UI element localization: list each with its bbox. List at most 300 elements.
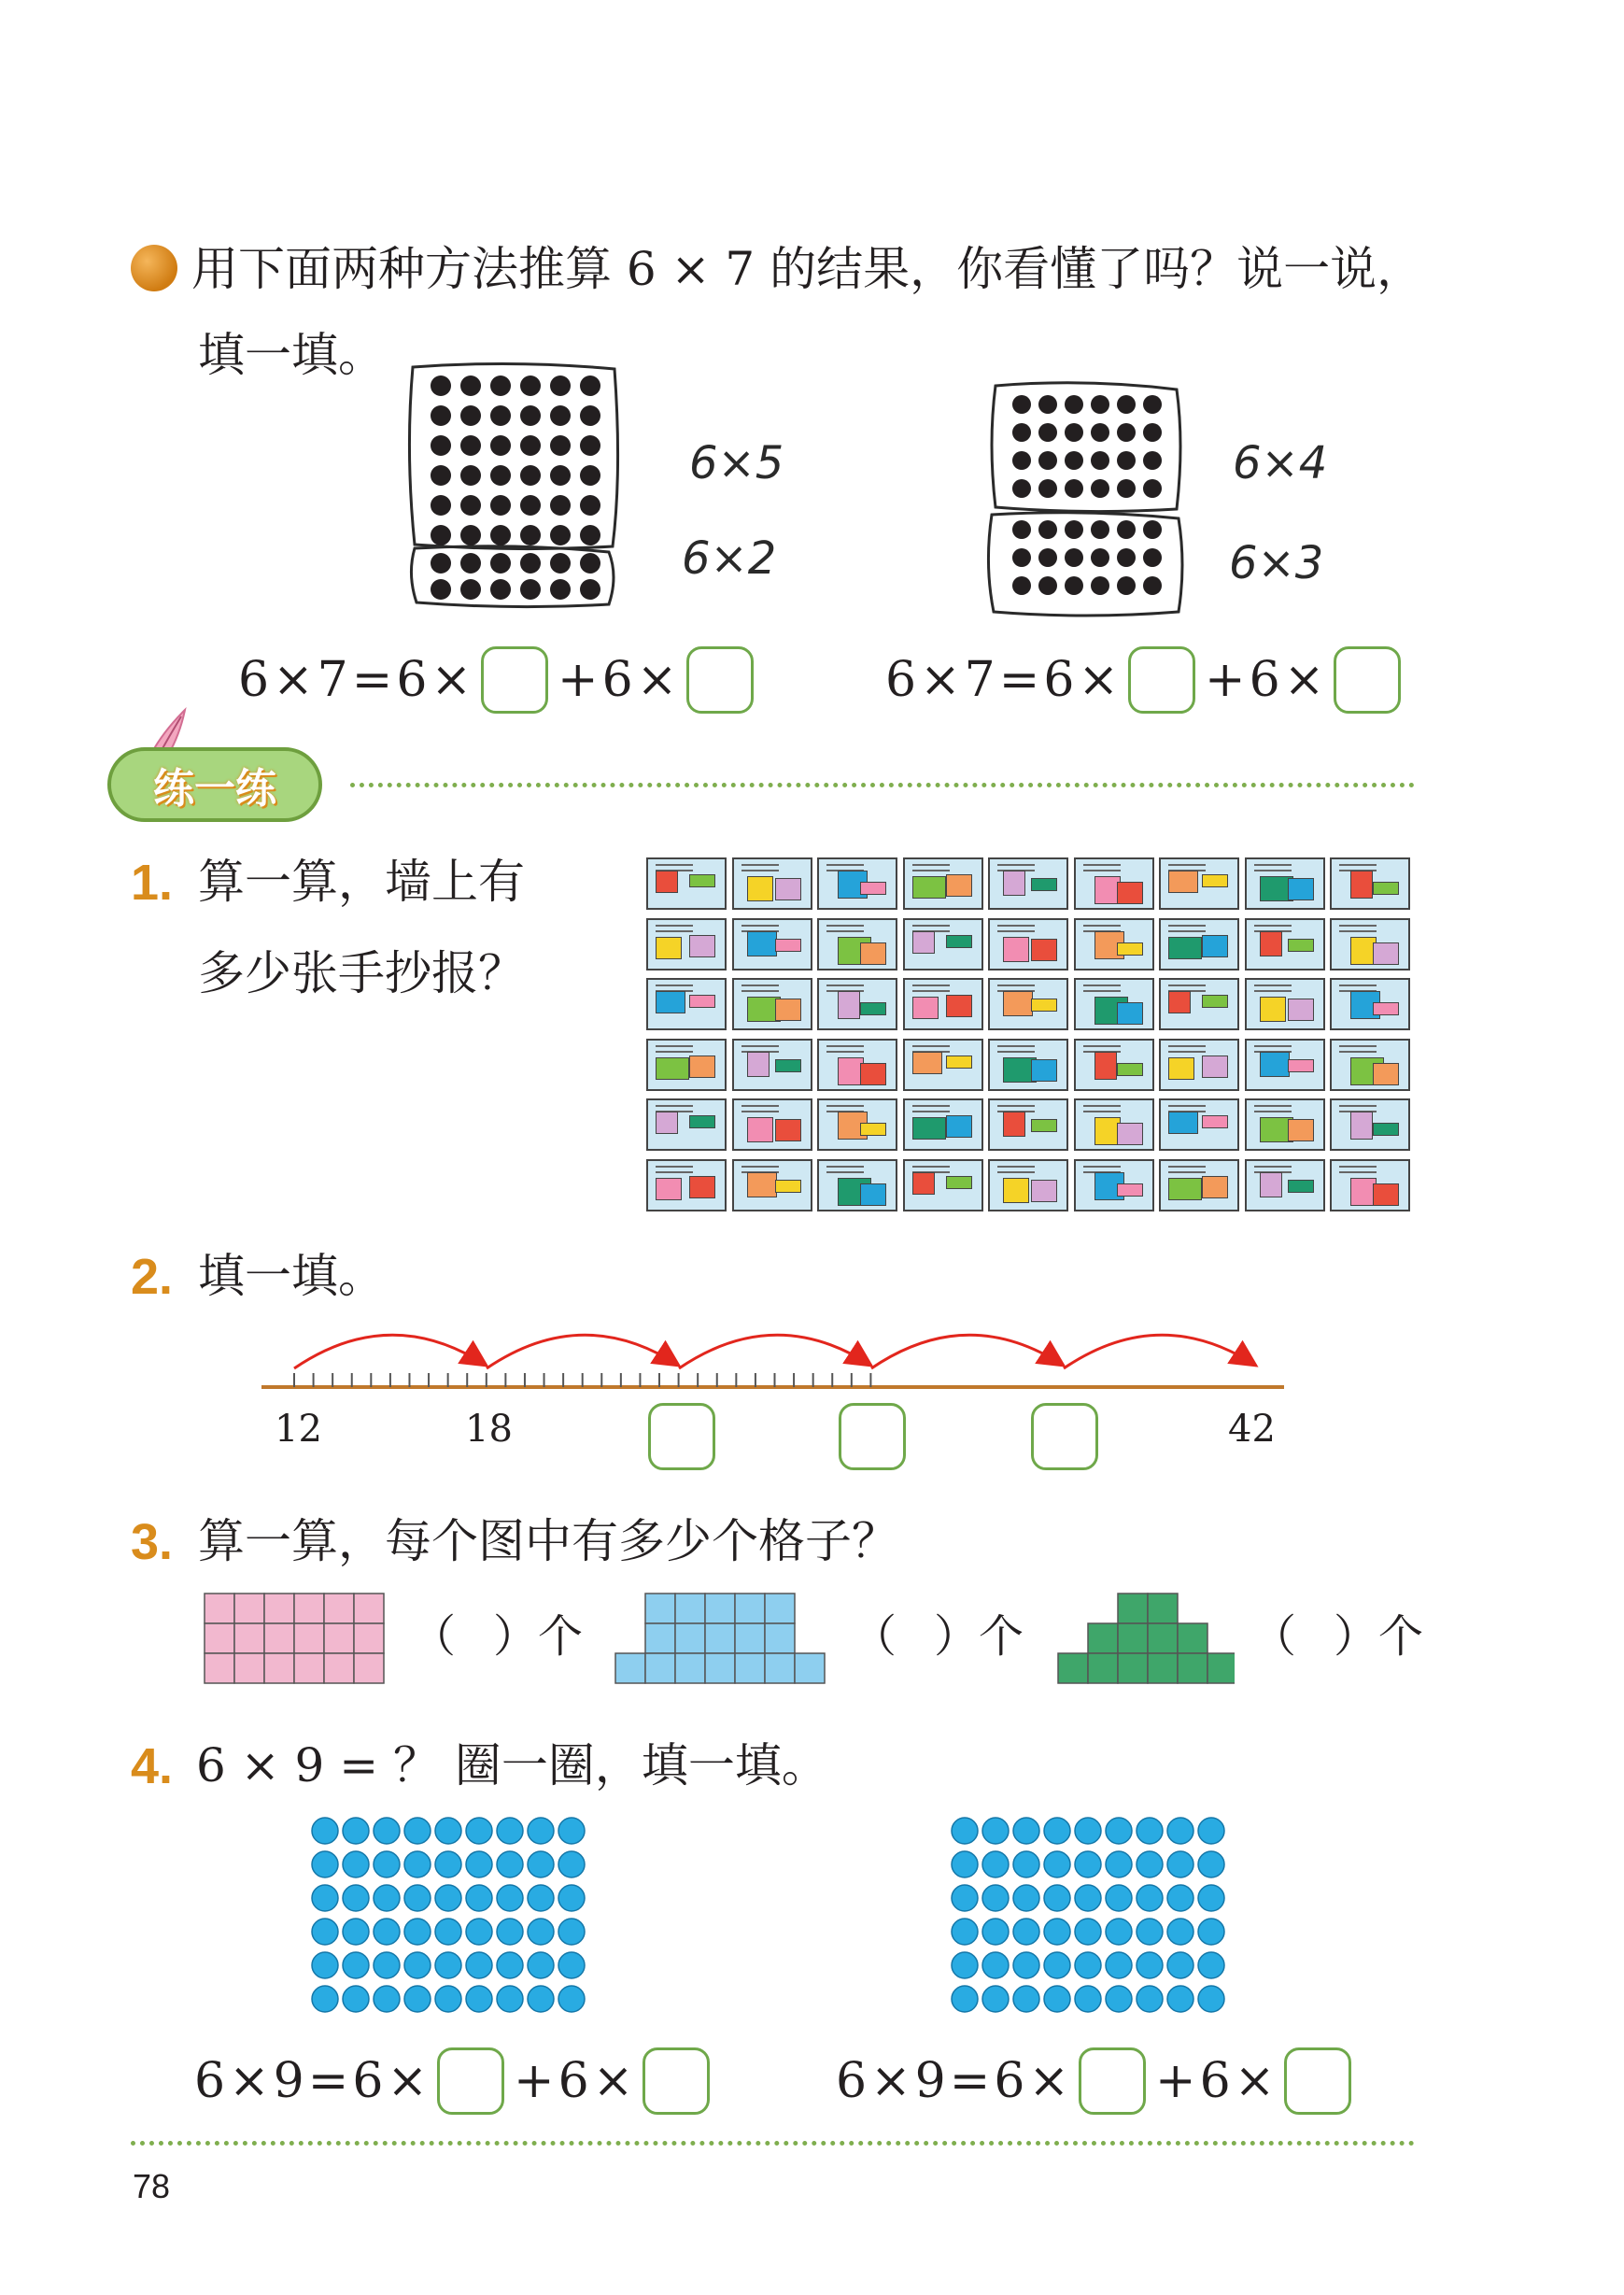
poster: [732, 1098, 812, 1151]
blue-dot: [1044, 1885, 1070, 1911]
poster-block: [912, 997, 939, 1019]
dot: [460, 579, 481, 600]
blue-dot: [1013, 1885, 1039, 1911]
grid-cell: [264, 1623, 294, 1653]
poster-block: [1202, 874, 1228, 887]
blue-dot: [1198, 1986, 1224, 2012]
poster-block: [1003, 871, 1025, 896]
blue-dot: [404, 1919, 431, 1945]
dot: [1091, 479, 1109, 498]
answer-box[interactable]: [1284, 2047, 1351, 2115]
blue-dot: [404, 1885, 431, 1911]
poster-block: [656, 1112, 678, 1134]
poster-block: [1202, 1115, 1228, 1128]
grid-cell: [205, 1623, 234, 1653]
dot: [1038, 479, 1057, 498]
poster: [1330, 1098, 1410, 1151]
dot: [1143, 576, 1162, 595]
q3-number: 3.: [131, 1514, 174, 1570]
dot: [1012, 520, 1031, 539]
grid-cell: [1058, 1653, 1088, 1683]
blue-dot: [952, 1919, 978, 1945]
poster-lines: [741, 1105, 779, 1112]
poster-block: [1003, 991, 1033, 1016]
grid-cell: [735, 1594, 765, 1623]
poster-block: [775, 878, 801, 900]
number-line-box-1[interactable]: [648, 1403, 715, 1470]
poster-block: [1260, 931, 1282, 956]
poster-block: [946, 1055, 972, 1069]
poster-block: [689, 1176, 715, 1198]
poster-block: [1373, 1063, 1399, 1085]
dot: [580, 405, 600, 426]
poster-block: [1003, 1112, 1025, 1137]
blue-dot: [312, 1919, 338, 1945]
dot: [490, 579, 511, 600]
poster: [903, 918, 983, 970]
dot: [1143, 548, 1162, 567]
poster-lines: [912, 1105, 950, 1112]
answer-box[interactable]: [437, 2047, 504, 2115]
dot: [1091, 576, 1109, 595]
dot: [431, 375, 451, 396]
dot: [1117, 576, 1136, 595]
poster-block: [838, 991, 860, 1019]
blue-dot: [497, 1986, 523, 2012]
poster: [732, 857, 812, 910]
poster: [1330, 978, 1410, 1030]
dot: [520, 405, 541, 426]
dot: [520, 553, 541, 574]
dot: [431, 465, 451, 486]
eq-num: 6: [396, 652, 428, 708]
blue-dot: [1167, 1851, 1193, 1877]
dot: [460, 435, 481, 456]
poster-block: [1031, 999, 1057, 1012]
grid-cell: [264, 1653, 294, 1683]
poster-block: [1373, 942, 1399, 965]
poster-block: [860, 942, 886, 965]
grid-cell: [324, 1653, 354, 1683]
blue-dot: [466, 1851, 492, 1877]
blue-dot: [1044, 1986, 1070, 2012]
dot: [490, 375, 511, 396]
poster-lines: [1083, 985, 1121, 992]
dot: [520, 495, 541, 516]
poster-block: [1168, 1057, 1194, 1080]
eq-num: 6: [194, 2053, 226, 2109]
answer-box[interactable]: [686, 646, 754, 714]
blue-dot: [1075, 1919, 1101, 1945]
poster-lines: [656, 1166, 693, 1173]
poster: [1159, 1159, 1239, 1211]
label-6x4: 6×4: [1233, 437, 1328, 489]
grid-cell: [735, 1623, 765, 1653]
blue-dot: [528, 1818, 554, 1844]
eq-num: 6: [601, 652, 633, 708]
dot: [431, 553, 451, 574]
blue-dot: [1106, 1851, 1132, 1877]
dot: [550, 495, 571, 516]
poster-block: [1373, 1123, 1399, 1136]
blue-dot: [1044, 1919, 1070, 1945]
dot: [580, 553, 600, 574]
poster-lines: [1083, 864, 1121, 871]
poster-lines: [826, 1166, 864, 1173]
poster: [1074, 1098, 1154, 1151]
dot: [580, 525, 600, 545]
grid-cell: [615, 1653, 645, 1683]
intro-line-2: 填一填。: [198, 328, 385, 382]
poster-block: [912, 1172, 935, 1195]
dot: [1091, 423, 1109, 442]
answer-paren-3[interactable]: （ ）个: [1251, 1610, 1424, 1663]
poster-block: [912, 876, 946, 899]
dot: [460, 375, 481, 396]
dot: [1143, 520, 1162, 539]
poster-lines: [1254, 1105, 1292, 1112]
poster: [903, 1159, 983, 1211]
dot: [520, 579, 541, 600]
eq-plus: +: [1205, 652, 1246, 708]
blue-dot: [435, 1919, 461, 1945]
blue-dot: [528, 1952, 554, 1978]
dot: [580, 375, 600, 396]
grid-cell: [1148, 1594, 1178, 1623]
label-6x2: 6×2: [682, 532, 777, 585]
grid-cell: [234, 1623, 264, 1653]
poster: [903, 857, 983, 910]
practice-header-badge: 练一练: [107, 747, 322, 822]
poster: [817, 978, 897, 1030]
poster-lines: [912, 985, 950, 992]
blue-dot: [374, 1919, 400, 1945]
blue-dot: [1075, 1986, 1101, 2012]
poster: [988, 857, 1068, 910]
poster: [1074, 1039, 1154, 1091]
blue-dot: [1137, 1986, 1163, 2012]
blue-dot: [1137, 1919, 1163, 1945]
grid-cell: [354, 1623, 384, 1653]
eq-num: 6: [994, 2053, 1025, 2109]
poster: [988, 1039, 1068, 1091]
poster: [1245, 918, 1325, 970]
number-line-box-3[interactable]: [1031, 1403, 1098, 1470]
poster: [1245, 857, 1325, 910]
answer-paren-2[interactable]: （ ）个: [852, 1610, 1024, 1663]
poster-lines: [826, 1045, 864, 1053]
blue-dot: [466, 1818, 492, 1844]
poster: [732, 1039, 812, 1091]
grid-cell: [765, 1594, 795, 1623]
poster-block: [656, 871, 678, 893]
poster-block: [1168, 991, 1191, 1013]
blue-dot: [1198, 1885, 1224, 1911]
blue-dot: [435, 1885, 461, 1911]
poster: [1074, 918, 1154, 970]
number-line-ticks: [294, 1373, 870, 1387]
eq-op: ×: [636, 652, 678, 708]
eq-op: ×: [273, 652, 314, 708]
poster-block: [1288, 1059, 1314, 1072]
grid-cell: [675, 1623, 705, 1653]
eq-num: 9: [273, 2053, 304, 2109]
poster: [1074, 978, 1154, 1030]
poster-block: [775, 999, 801, 1021]
poster-lines: [656, 925, 693, 932]
poster-block: [860, 1183, 886, 1206]
answer-paren-1[interactable]: （ ）个: [411, 1610, 584, 1663]
blue-dot: [1198, 1952, 1224, 1978]
grid-shape-blue: [614, 1593, 829, 1684]
poster-block: [1202, 1055, 1228, 1078]
number-line-box-2[interactable]: [839, 1403, 906, 1470]
bullet-icon: [131, 245, 177, 291]
dot: [550, 375, 571, 396]
q1-number: 1.: [131, 855, 174, 911]
dot: [1117, 479, 1136, 498]
poster-block: [775, 1119, 801, 1141]
answer-box[interactable]: [1079, 2047, 1146, 2115]
blue-dot: [1167, 1986, 1193, 2012]
poster-block: [1202, 1176, 1228, 1198]
poster: [732, 918, 812, 970]
eq-op: ×: [1028, 2053, 1070, 2109]
poster: [988, 1159, 1068, 1211]
poster: [1330, 918, 1410, 970]
eq-num: 6: [352, 2053, 384, 2109]
blue-dot: [1167, 1885, 1193, 1911]
blue-dot: [1137, 1818, 1163, 1844]
dot: [550, 579, 571, 600]
dot: [490, 525, 511, 545]
poster-block: [860, 1063, 886, 1085]
jump-arrow: [487, 1335, 679, 1368]
blue-dot: [374, 1885, 400, 1911]
q1-line-2: 多少张手抄报？: [198, 946, 525, 1000]
answer-box[interactable]: [481, 646, 548, 714]
poster-lines: [1083, 1105, 1121, 1112]
eq-equals: =: [998, 652, 1040, 708]
blue-dot: [1167, 1952, 1193, 1978]
blue-dot: [343, 1885, 369, 1911]
poster-lines: [1254, 864, 1292, 871]
dot: [1091, 520, 1109, 539]
poster-block: [860, 1123, 886, 1136]
dot: [1065, 451, 1083, 470]
poster-block: [1117, 882, 1143, 904]
grid-cell: [1178, 1653, 1207, 1683]
answer-box[interactable]: [1128, 646, 1195, 714]
poster: [988, 978, 1068, 1030]
blue-dot: [312, 1851, 338, 1877]
poster-block: [1288, 1119, 1314, 1141]
poster-block: [775, 1059, 801, 1072]
poster: [646, 1039, 727, 1091]
blue-dot: [982, 1885, 1009, 1911]
blue-dot: [404, 1952, 431, 1978]
blue-dot: [343, 1952, 369, 1978]
poster-block: [1031, 1180, 1057, 1202]
answer-box[interactable]: [1334, 646, 1401, 714]
eq-num: 6: [238, 652, 270, 708]
dot: [1117, 423, 1136, 442]
blue-dot: [1106, 1952, 1132, 1978]
dot: [1038, 451, 1057, 470]
poster-lines: [741, 864, 779, 871]
blue-dot: [952, 1818, 978, 1844]
poster-block: [1202, 995, 1228, 1008]
poster-block: [912, 1052, 942, 1074]
dot: [550, 405, 571, 426]
dot: [520, 375, 541, 396]
grid-cell: [354, 1594, 384, 1623]
poster-block: [946, 874, 972, 897]
poster: [1074, 857, 1154, 910]
blue-dot: [1044, 1851, 1070, 1877]
eq-op: ×: [592, 2053, 634, 2109]
poster-block: [1003, 937, 1029, 962]
poster: [817, 918, 897, 970]
poster-lines: [1339, 1166, 1377, 1173]
poster-lines: [997, 1045, 1035, 1053]
eq-op: ×: [1234, 2053, 1276, 2109]
dot: [460, 553, 481, 574]
grid-cell: [795, 1653, 825, 1683]
blue-dot: [982, 1818, 1009, 1844]
blue-dot: [952, 1885, 978, 1911]
blue-dot: [497, 1818, 523, 1844]
poster-block: [775, 939, 801, 952]
poster: [1330, 1039, 1410, 1091]
jump-arrow: [871, 1335, 1064, 1368]
dot: [431, 405, 451, 426]
blue-dot: [312, 1885, 338, 1911]
eq-op: ×: [870, 2053, 911, 2109]
blue-dot: [558, 1952, 585, 1978]
q2-text: 填一填。: [198, 1249, 385, 1303]
poster-block: [747, 1117, 773, 1142]
blue-dot: [528, 1851, 554, 1877]
blue-dot: [1044, 1818, 1070, 1844]
blue-dot: [466, 1952, 492, 1978]
dot: [550, 553, 571, 574]
blue-dot: [374, 1818, 400, 1844]
grid-cell: [1178, 1623, 1207, 1653]
q4-equation-left: [194, 2044, 715, 2118]
blue-dot: [952, 1986, 978, 2012]
blue-dot: [1167, 1919, 1193, 1945]
dot: [460, 465, 481, 486]
blue-dot: [466, 1885, 492, 1911]
grid-cell: [1118, 1594, 1148, 1623]
poster-block: [689, 874, 715, 887]
blue-dot: [374, 1952, 400, 1978]
label-6x5: 6×5: [689, 437, 784, 489]
dot: [1065, 423, 1083, 442]
dot: [1038, 576, 1057, 595]
poster-block: [1260, 1172, 1282, 1197]
poster-block: [1094, 1052, 1117, 1080]
poster-block: [1288, 999, 1314, 1021]
poster-block: [1168, 1112, 1198, 1134]
blue-dot: [435, 1986, 461, 2012]
poster-block: [689, 1115, 715, 1128]
dot: [580, 495, 600, 516]
blue-dot-array-right: [948, 1814, 1228, 2019]
blue-dot: [497, 1952, 523, 1978]
blue-dot: [982, 1919, 1009, 1945]
grid-cell: [705, 1623, 735, 1653]
poster: [732, 1159, 812, 1211]
poster: [646, 1098, 727, 1151]
grid-cell: [765, 1653, 795, 1683]
answer-box[interactable]: [643, 2047, 710, 2115]
dot: [1038, 548, 1057, 567]
dot: [1038, 423, 1057, 442]
blue-dot: [1198, 1818, 1224, 1844]
poster-block: [1031, 1119, 1057, 1132]
poster: [988, 918, 1068, 970]
blue-dot: [404, 1851, 431, 1877]
poster-block: [860, 1002, 886, 1015]
eq-num: 6: [1199, 2053, 1231, 2109]
blue-dot: [466, 1919, 492, 1945]
poster-wall: [646, 857, 1415, 1214]
number-line: [252, 1308, 1298, 1410]
poster-block: [689, 935, 715, 957]
grid-cell: [645, 1623, 675, 1653]
blue-dot: [404, 1986, 431, 2012]
blue-dot: [558, 1885, 585, 1911]
poster-block: [1117, 1183, 1143, 1197]
grid-cell: [705, 1594, 735, 1623]
grid-cell: [205, 1653, 234, 1683]
blue-dot: [343, 1919, 369, 1945]
dot: [1143, 423, 1162, 442]
dot: [580, 579, 600, 600]
poster: [1330, 1159, 1410, 1211]
poster: [817, 1159, 897, 1211]
blue-dot: [1106, 1818, 1132, 1844]
grid-cell: [294, 1623, 324, 1653]
dot: [520, 435, 541, 456]
dot: [490, 553, 511, 574]
grid-cell: [324, 1594, 354, 1623]
blue-dot: [1167, 1818, 1193, 1844]
grid-cell: [324, 1623, 354, 1653]
blue-dot: [343, 1818, 369, 1844]
q4-number: 4.: [131, 1738, 174, 1794]
label-12: 12: [275, 1408, 322, 1451]
poster-block: [747, 931, 777, 956]
poster: [988, 1098, 1068, 1151]
eq-plus: +: [1155, 2053, 1196, 2109]
poster: [1245, 1039, 1325, 1091]
dots-right: [1012, 395, 1162, 595]
blue-dot: [374, 1851, 400, 1877]
poster-block: [1202, 935, 1228, 957]
grid-cell: [205, 1594, 234, 1623]
blue-dot: [528, 1919, 554, 1945]
blue-dot: [1106, 1885, 1132, 1911]
dot: [550, 525, 571, 545]
poster-block: [747, 1172, 777, 1197]
eq-plus: +: [514, 2053, 555, 2109]
grid-cell: [675, 1594, 705, 1623]
dot: [460, 525, 481, 545]
blue-dot: [1075, 1851, 1101, 1877]
